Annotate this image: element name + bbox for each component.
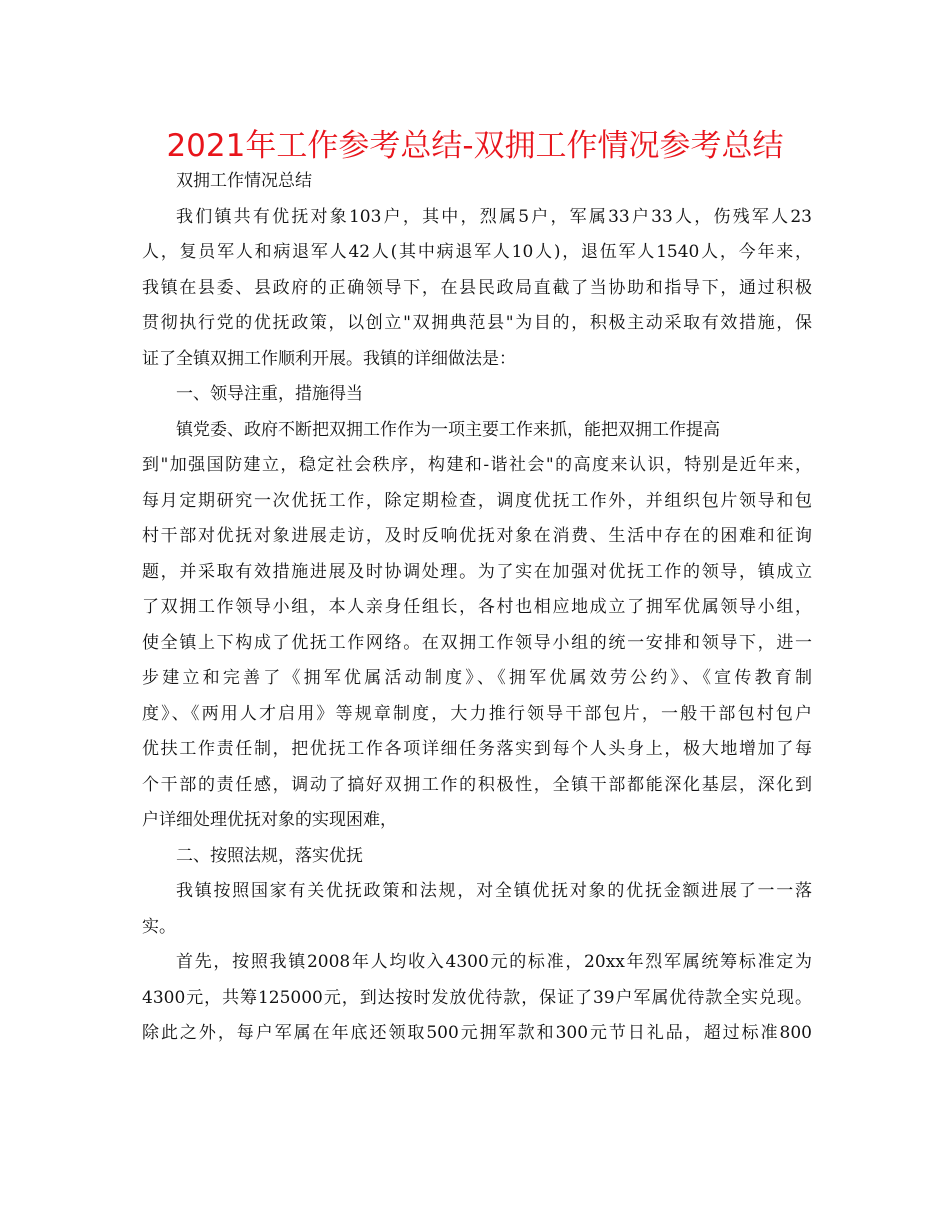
paragraph-line: 使全镇上下构成了优抚工作网络。在双拥工作领导小组的统一安排和领导下，进一 [142, 632, 812, 653]
paragraph-line: 个干部的责任感，调动了搞好双拥工作的积极性，全镇干部都能深化基层，深化到 [142, 774, 812, 795]
paragraph-line: 贯彻执行党的优抚政策，以创立"双拥典范县"为目的，积极主动采取有效措施，保 [142, 313, 812, 333]
paragraph-line: 我镇在县委、县政府的正确领导下，在县民政局直截了当协助和指导下，通过积极 [142, 277, 812, 298]
document-body [142, 164, 812, 1052]
paragraph-line: 除此之外，每户军属在年底还领取500元拥军款和300元节日礼品，超过标准800 [142, 1023, 812, 1043]
paragraph-line: 双拥工作情况总结 [176, 171, 312, 191]
paragraph-line: 度》、《两用人才启用》等规章制度，大力推行领导干部包片，一般干部包村包户 [142, 703, 812, 724]
paragraph-line: 每月定期研究一次优抚工作，除定期检查，调度优抚工作外，并组织包片领导和包 [142, 490, 812, 511]
paragraph-line: 题，并采取有效措施进展及时协调处理。为了实在加强对优抚工作的领导，镇成立 [142, 561, 812, 582]
paragraph-line: 镇党委、政府不断把双拥工作作为一项主要工作来抓，能把双拥工作提高 [176, 419, 720, 440]
paragraph-line: 二、按照法规，落实优抚 [176, 845, 363, 866]
paragraph-line: 了双拥工作领导小组，本人亲身任组长，各村也相应地成立了拥军优属领导小组， [142, 597, 812, 617]
paragraph-line: 首先，按照我镇2008年人均收入4300元的标准，20xx年烈军属统筹标准定为 [176, 952, 812, 972]
document-title: 2021年工作参考总结-双拥工作情况参考总结 [166, 128, 784, 164]
paragraph-line: 到"加强国防建立，稳定社会秩序，构建和-谐社会"的高度来认识，特别是近年来， [142, 455, 812, 475]
paragraph-line: 证了全镇双拥工作顺利开展。我镇的详细做法是： [142, 348, 516, 369]
paragraph-line: 村干部对优抚对象进展走访，及时反响优抚对象在消费、生活中存在的困难和征询 [142, 526, 812, 546]
paragraph-line: 人，复员军人和病退军人42人(其中病退军人10人)，退伍军人1540人，今年来， [142, 242, 812, 262]
paragraph-line: 户详细处理优抚对象的实现困难， [142, 810, 397, 830]
paragraph-line: 步建立和完善了《拥军优属活动制度》、《拥军优属效劳公约》、《宣传教育制 [142, 668, 812, 688]
paragraph-line: 我们镇共有优抚对象103户，其中，烈属5户，军属33户33人，伤残军人23 [176, 206, 812, 227]
paragraph-line: 4300元，共筹125000元，到达按时发放优待款，保证了39户军属优待款全实兑现。 [142, 987, 812, 1008]
paragraph-line: 实。 [142, 916, 176, 937]
paragraph-line: 一、领导注重，措施得当 [176, 384, 363, 404]
paragraph-line: 优扶工作责任制，把优抚工作各项详细任务落实到每个人头身上，极大地增加了每 [142, 739, 812, 759]
paragraph-line: 我镇按照国家有关优抚政策和法规，对全镇优抚对象的优抚金额进展了一一落 [176, 881, 812, 901]
